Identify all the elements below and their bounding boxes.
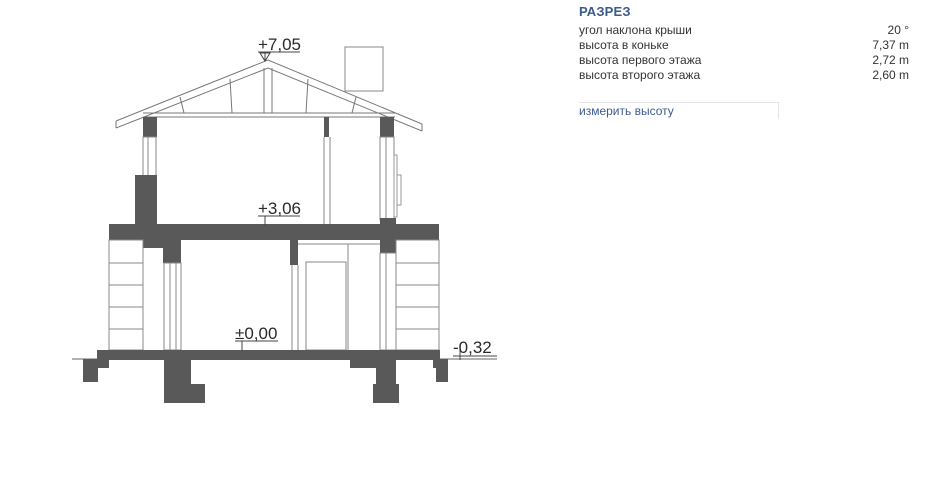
param-row-second-floor-height [579,68,910,83]
panel-title: РАЗРЕЗ [579,4,631,19]
params-list [579,23,910,83]
param-label: высота в коньке [579,38,669,52]
param-row-ridge-height [579,38,910,53]
param-value: 2,60 m [872,68,909,82]
right-wall [380,240,439,350]
elevation-ground-label: -0,32 [453,338,492,357]
param-row-roof-angle [579,23,910,38]
param-value: 20 ° [887,23,909,37]
foundations [83,359,448,403]
elevation-second-floor-label: +3,06 [258,199,302,218]
chimney [345,47,383,91]
param-value: 2,72 m [872,53,909,67]
param-label: угол наклона крыши [579,23,692,37]
elevation-first-floor-label: ±0,00 [235,324,278,343]
param-row-first-floor-height [579,53,910,68]
section-info-panel [579,0,911,130]
param-label: высота первого этажа [579,53,702,67]
floor-slab-1 [97,350,440,360]
measure-height-button[interactable]: измерить высоту [579,102,779,119]
param-label: высота второго этажа [579,68,701,82]
interior-partition [292,244,348,350]
param-value: 7,37 m [872,38,909,52]
elevation-ridge-label: +7,05 [258,35,302,54]
